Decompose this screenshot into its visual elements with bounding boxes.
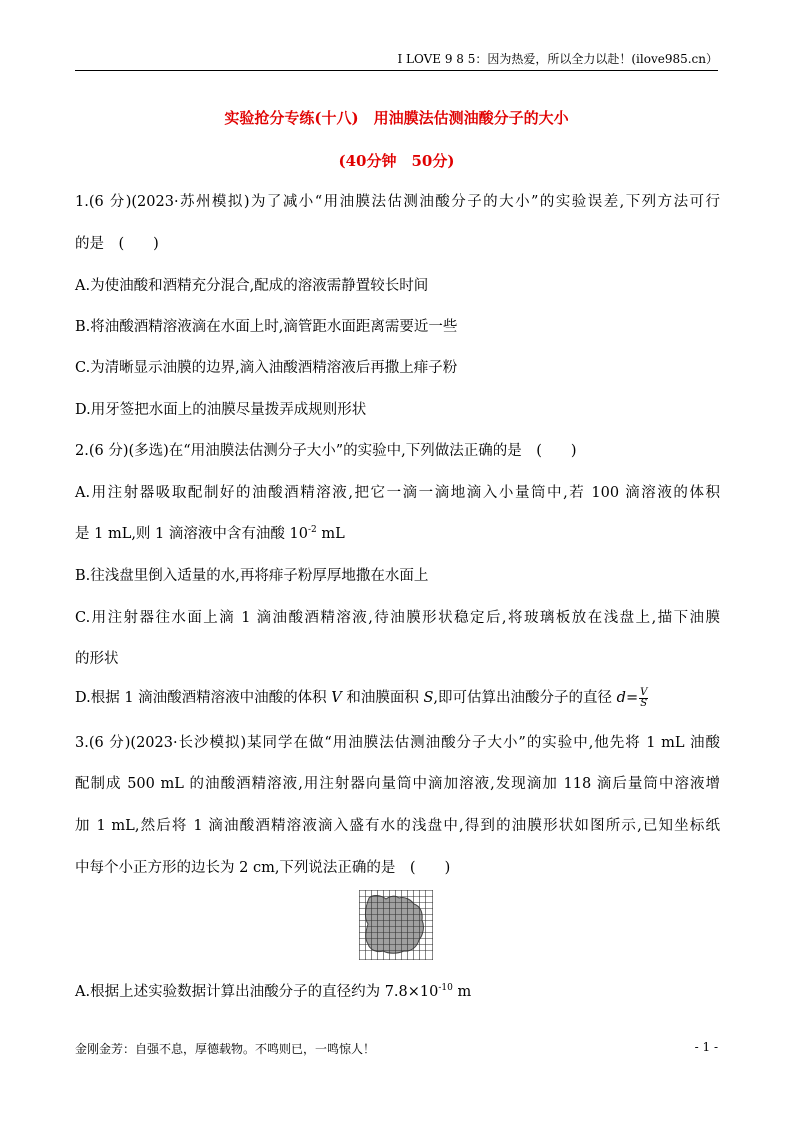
q1-option-a: A.为使油酸和酒精充分混合,配成的溶液需静置较长时间 bbox=[75, 278, 429, 294]
q2-a-unit: mL bbox=[316, 526, 345, 542]
q2-d-fraction bbox=[639, 688, 648, 709]
page-title: 实验抢分专练(十八) 用油膜法估测油酸分子的大小 bbox=[224, 109, 569, 127]
q2-d-area-symbol: S bbox=[423, 690, 434, 706]
page-number: - 1 - bbox=[694, 1040, 718, 1054]
q2-d-text2: 和油膜面积 bbox=[341, 690, 424, 706]
q3-a-text: A.根据上述实验数据计算出油酸分子的直径约为 7.8×10 bbox=[75, 984, 439, 1000]
q2-option-d bbox=[75, 686, 720, 709]
q3-option-a bbox=[75, 980, 720, 1001]
fraction-numerator: V bbox=[640, 686, 648, 698]
page-header bbox=[75, 50, 718, 71]
header-text: I LOVE 9 8 5：因为热爱，所以全力以赴！(ilove985.cn） bbox=[397, 52, 718, 66]
q3-stem-line3: 加 1 mL,然后将 1 滴油酸酒精溶液滴入盛有水的浅盘中,得到的油膜形状如图所示,已知坐标纸 bbox=[75, 818, 720, 834]
q2-d-text3: ,即可估算出油酸分子的直径 bbox=[433, 690, 617, 706]
q2-d-equals: = bbox=[625, 690, 639, 706]
q3-a-unit: m bbox=[452, 984, 472, 1000]
q1-stem-line2: 的是 ( ) bbox=[75, 236, 159, 252]
q2-option-a-line1: A.用注射器吸取配制好的油酸酒精溶液,把它一滴一滴地滴入小量筒中,若 100 滴溶液的体积 bbox=[75, 485, 720, 501]
q1-option-d: D.用牙签把水面上的油膜尽量拨弄成规则形状 bbox=[75, 402, 367, 418]
q2-d-diameter-symbol: d bbox=[616, 690, 626, 706]
q3-stem-line2: 配制成 500 mL 的油酸酒精溶液,用注射器向量筒中滴加溶液,发现滴加 118 滴后量筒中溶液增 bbox=[75, 776, 720, 792]
q2-option-c-line2: 的形状 bbox=[75, 651, 119, 667]
oil-film-grid-svg bbox=[359, 890, 433, 960]
q3-stem-line4: 中每个小正方形的边长为 2 cm,下列说法正确的是 ( ) bbox=[75, 860, 451, 876]
page-subtitle: (40分钟 50分) bbox=[338, 152, 455, 170]
q2-d-volume-symbol: V bbox=[331, 690, 342, 706]
q1-option-b: B.将油酸酒精溶液滴在水面上时,滴管距水面距离需要近一些 bbox=[75, 319, 458, 335]
q2-a-text: 是 1 mL,则 1 滴溶液中含有油酸 10 bbox=[75, 526, 308, 542]
q2-option-c-line1: C.用注射器往水面上滴 1 滴油酸酒精溶液,待油膜形状稳定后,将玻璃板放在浅盘上,描下油膜 bbox=[75, 610, 720, 626]
q1-stem-line1: 1.(6 分)(2023·苏州模拟)为了减小“用油膜法估测油酸分子的大小”的实验误差,下列方法可行 bbox=[75, 194, 720, 210]
oil-film-grid-figure bbox=[359, 890, 433, 964]
q2-d-text1: D.根据 1 滴油酸酒精溶液中油酸的体积 bbox=[75, 690, 332, 706]
q2-a-exponent: -2 bbox=[307, 525, 317, 535]
q2-stem: 2.(6 分)(多选)在“用油膜法估测分子大小”的实验中,下列做法正确的是 ( ) bbox=[75, 443, 577, 459]
footer-motto: 金刚金芳：自强不息，厚德载物。不鸣则已，一鸣惊人！ bbox=[75, 1042, 376, 1056]
q2-option-a-line2 bbox=[75, 522, 720, 543]
q3-a-exponent: -10 bbox=[438, 983, 453, 993]
q3-stem-line1: 3.(6 分)(2023·长沙模拟)某同学在做“用油膜法估测油酸分子大小”的实验中,他先将 1 mL 油酸 bbox=[75, 735, 720, 751]
q1-option-c: C.为清晰显示油膜的边界,滴入油酸酒精溶液后再撒上痱子粉 bbox=[75, 360, 458, 376]
fraction-denominator: S bbox=[640, 697, 648, 709]
q2-option-b: B.往浅盘里倒入适量的水,再将痱子粉厚厚地撒在水面上 bbox=[75, 568, 429, 584]
